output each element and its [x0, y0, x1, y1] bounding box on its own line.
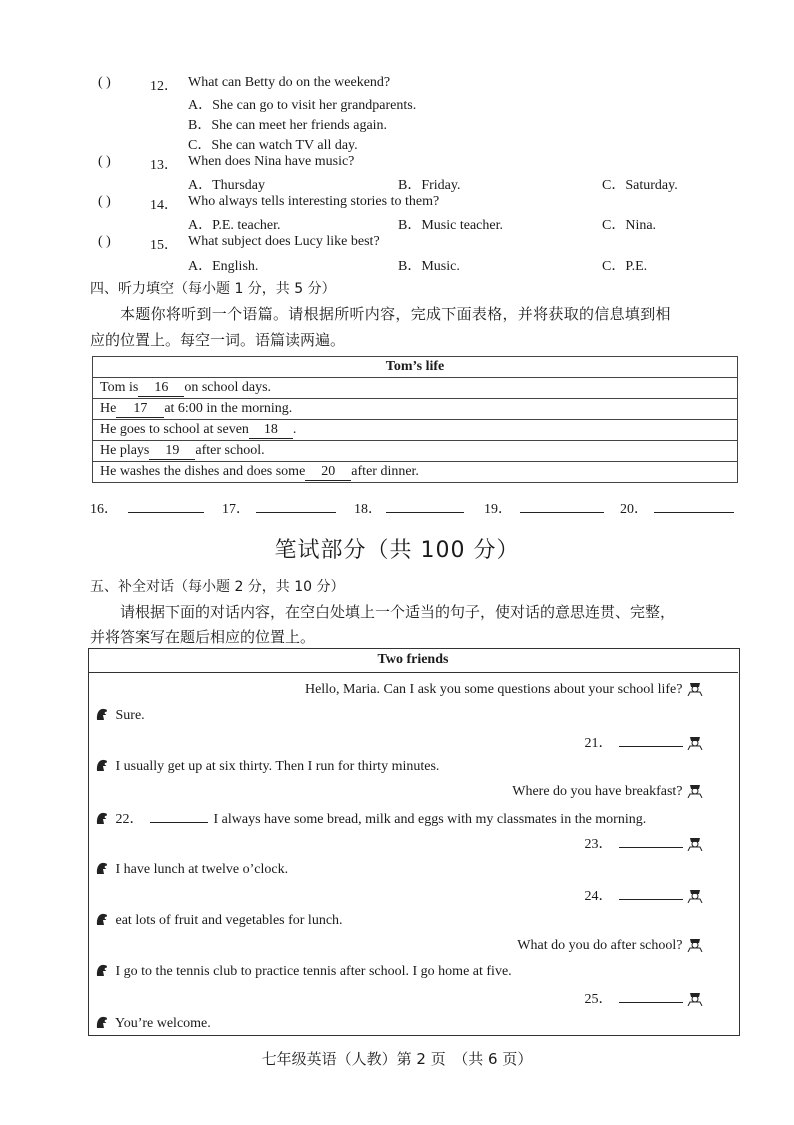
option-a: A．Thursday	[188, 178, 265, 193]
dialogue-line: 21．	[585, 732, 705, 752]
answer-paren: ( )	[98, 234, 111, 249]
option-b: B．Music.	[398, 259, 460, 274]
boy-speaker-icon	[686, 936, 704, 952]
section-5-title: 五、补全对话（每小题 2 分，共 10 分）	[90, 579, 345, 595]
section-5-instruction-2: 并将答案写在题后相应的位置上。	[90, 628, 316, 646]
dialogue-line: 22． I always have some bread, milk and eggs with my classmates in the morning.	[94, 808, 646, 828]
page-footer: 七年级英语（人教）第 2 页 （共 6 页）	[261, 1050, 533, 1068]
answer-field-21[interactable]	[619, 746, 683, 747]
boy-speaker-icon	[686, 990, 704, 1006]
girl-speaker-icon	[94, 706, 112, 722]
dialogue-line: I usually get up at six thirty. Then I run for thirty minutes.	[94, 757, 439, 775]
dialogue-line: eat lots of fruit and vegetables for lunch.	[94, 911, 343, 929]
table-row: He plays 19 after school.	[93, 441, 738, 462]
answer-label: 17．	[222, 502, 250, 517]
answer-field-17[interactable]	[256, 512, 336, 513]
dialogue-line: You’re welcome.	[94, 1014, 211, 1032]
dialogue-title: Two friends	[88, 648, 738, 673]
answer-field-20[interactable]	[654, 512, 734, 513]
girl-speaker-icon	[94, 911, 112, 927]
option-c: C．P.E.	[602, 259, 648, 274]
boy-speaker-icon	[686, 680, 704, 696]
answer-paren: ( )	[98, 75, 111, 90]
dialogue-line: What do you do after school?	[517, 936, 704, 954]
answer-field-24[interactable]	[619, 899, 683, 900]
section-4-instruction-2: 应的位置上。每空一词。语篇读两遍。	[90, 331, 346, 349]
toms-life-table	[92, 356, 738, 483]
blank-18: 18	[249, 422, 293, 439]
dialogue-line: I go to the tennis club to practice tennis after school. I go home at five.	[94, 962, 512, 980]
answer-label: 19．	[484, 502, 512, 517]
boy-speaker-icon	[686, 734, 704, 750]
boy-speaker-icon	[686, 887, 704, 903]
dialogue-line: Sure.	[94, 706, 145, 724]
option-b: B．Music teacher.	[398, 218, 503, 233]
answer-field-22[interactable]	[150, 822, 208, 823]
dialogue-line: 24．	[585, 885, 705, 905]
option-b: B．Friday.	[398, 178, 461, 193]
table-row: He washes the dishes and does some 20 after dinner.	[93, 462, 738, 483]
boy-speaker-icon	[686, 782, 704, 798]
girl-speaker-icon	[94, 962, 112, 978]
section-4-title: 四、听力填空（每小题 1 分，共 5 分）	[90, 281, 336, 297]
section-4-instruction: 本题你将听到一个语篇。请根据所听内容，完成下面表格，并将获取的信息填到相	[120, 305, 671, 323]
question-number: 13．	[150, 158, 178, 173]
option-a: A．She can go to visit her grandparents.	[188, 98, 417, 113]
option-c: C．Nina.	[602, 218, 657, 233]
option-c: C．Saturday.	[602, 178, 678, 193]
blank-20: 20	[305, 464, 351, 481]
answer-field-23[interactable]	[619, 847, 683, 848]
boy-speaker-icon	[686, 835, 704, 851]
dialogue-line: Where do you have breakfast?	[512, 782, 704, 800]
table-row: He 17 at 6:00 in the morning.	[93, 399, 738, 420]
answer-field-16[interactable]	[128, 512, 204, 513]
question-stem: When does Nina have music?	[188, 154, 355, 169]
answer-field-19[interactable]	[520, 512, 604, 513]
option-b: B．She can meet her friends again.	[188, 118, 388, 133]
answer-label: 16．	[90, 502, 118, 517]
dialogue-line: I have lunch at twelve o’clock.	[94, 860, 288, 878]
answer-field-18[interactable]	[386, 512, 464, 513]
section-5-instruction: 请根据下面的对话内容，在空白处填上一个适当的句子，使对话的意思连贯、完整，	[120, 603, 676, 621]
written-section-title: 笔试部分（共 100 分）	[274, 538, 520, 563]
question-stem: Who always tells interesting stories to them?	[188, 194, 440, 209]
question-number: 14．	[150, 198, 178, 213]
answer-field-25[interactable]	[619, 1002, 683, 1003]
option-a: A．P.E. teacher.	[188, 218, 281, 233]
option-c: C．She can watch TV all day.	[188, 138, 358, 153]
girl-speaker-icon	[94, 860, 112, 876]
blank-19: 19	[149, 443, 195, 460]
table-row: Tom is 16 on school days.	[93, 378, 738, 399]
question-stem: What subject does Lucy like best?	[188, 234, 380, 249]
table-row: He goes to school at seven 18 .	[93, 420, 738, 441]
dialogue-line: 23．	[585, 833, 705, 853]
option-a: A．English.	[188, 259, 259, 274]
girl-speaker-icon	[94, 810, 112, 826]
question-stem: What can Betty do on the weekend?	[188, 75, 391, 90]
answer-label: 18．	[354, 502, 382, 517]
question-number: 15．	[150, 238, 178, 253]
answer-paren: ( )	[98, 194, 111, 209]
girl-speaker-icon	[94, 1014, 112, 1030]
question-number: 12．	[150, 79, 178, 94]
dialogue-line: 25．	[585, 988, 705, 1008]
answer-paren: ( )	[98, 154, 111, 169]
answer-label: 20．	[620, 502, 648, 517]
blank-16: 16	[138, 380, 184, 397]
table-title: Tom’s life	[93, 357, 738, 378]
blank-17: 17	[116, 401, 164, 418]
dialogue-line: Hello, Maria. Can I ask you some questions about your school life?	[305, 680, 704, 698]
girl-speaker-icon	[94, 757, 112, 773]
